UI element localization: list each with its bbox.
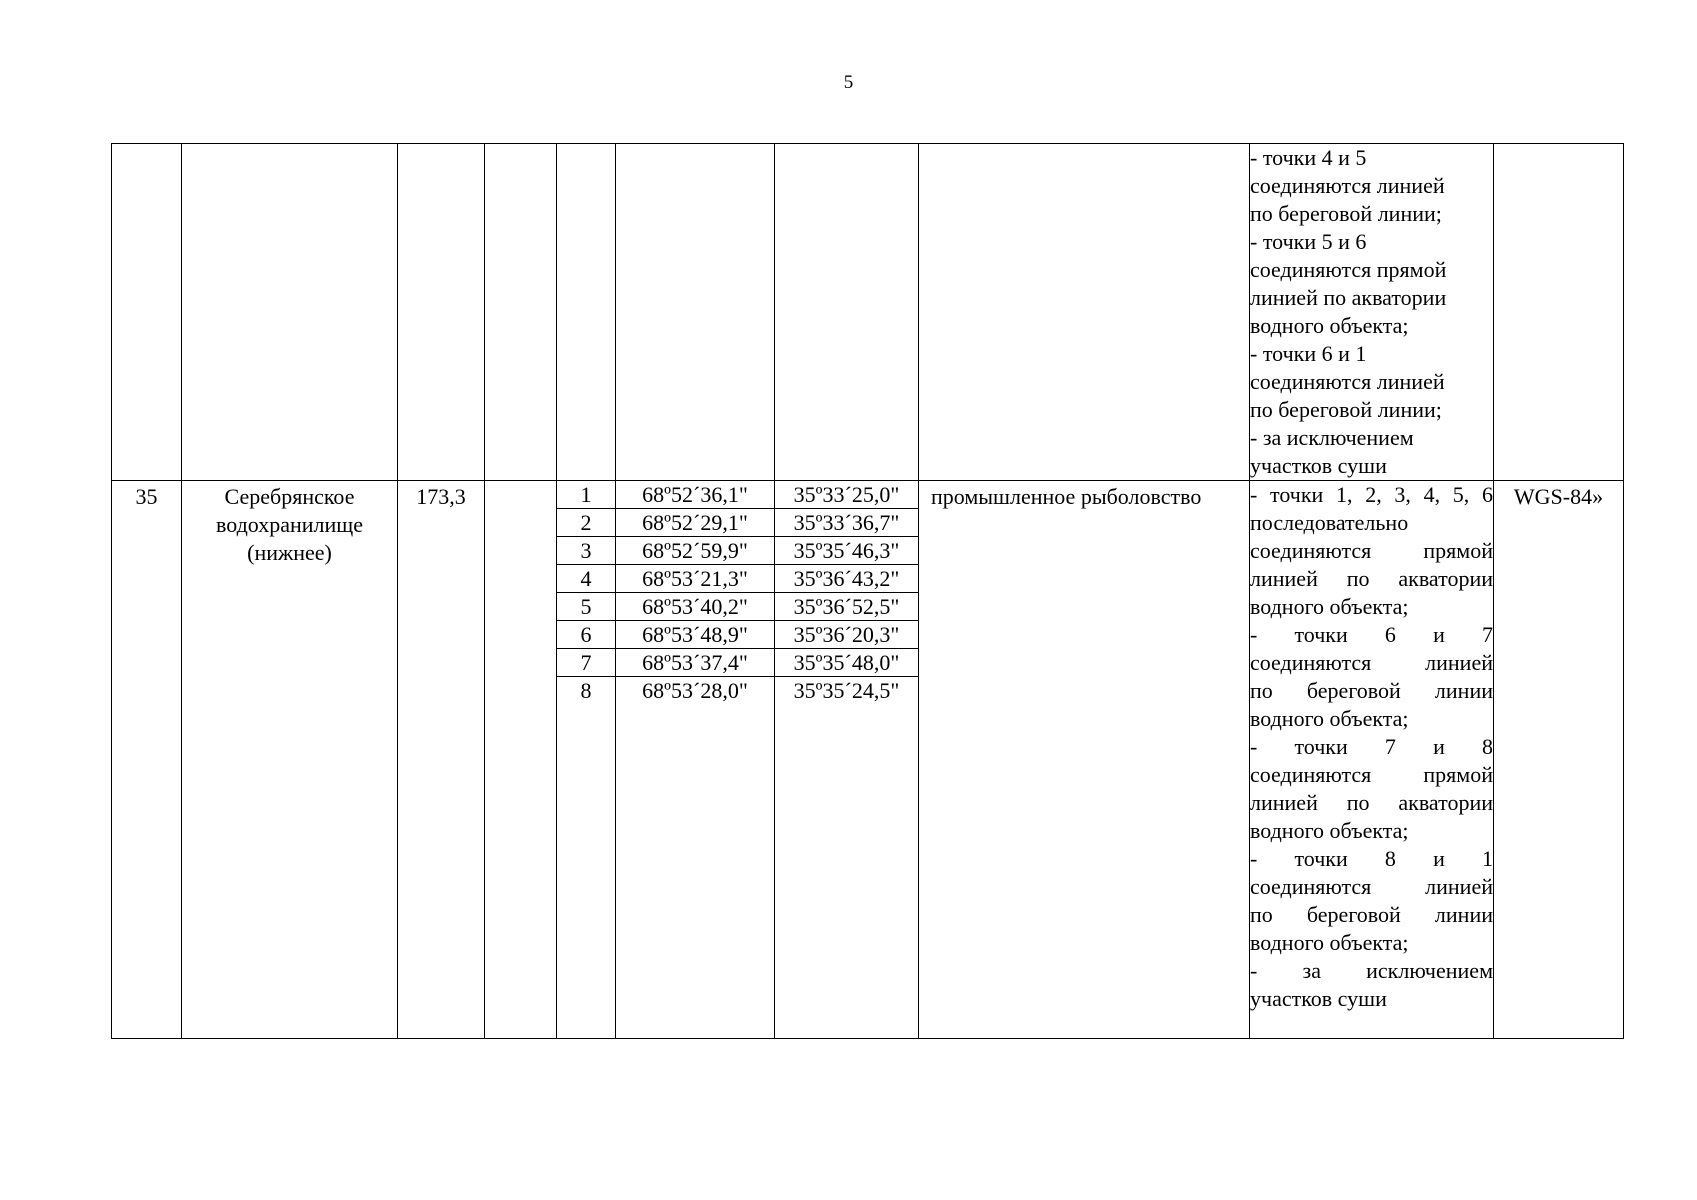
description-line: водного объекта; (1250, 313, 1409, 338)
description-line: по береговой линии (1250, 902, 1493, 927)
longitude-value: 35º36´43,2" (775, 565, 918, 593)
description-line: участков суши (1250, 453, 1387, 478)
cell-point-numbers (557, 481, 616, 1039)
point-number: 6 (557, 621, 615, 649)
description-line: - за исключением (1250, 425, 1414, 450)
fishing-areas-table (111, 143, 1624, 1039)
cell-area (398, 144, 485, 481)
area-value: 173,3 (416, 484, 466, 509)
description-line: линией по акватории (1250, 285, 1447, 310)
description-line: последовательно (1250, 510, 1409, 535)
description-line: линией по акватории (1250, 790, 1493, 815)
latitude-value: 68º53´28,0" (642, 678, 748, 703)
longitude-value: 35º35´48,0" (775, 649, 918, 677)
longitude-value: 35º33´25,0" (775, 481, 918, 509)
point-number: 1 (557, 481, 615, 509)
coordinate-system-value: WGS-84» (1513, 484, 1604, 509)
use-type-value: промышленное рыболовство (931, 484, 1202, 509)
cell-name (182, 144, 398, 481)
description-line: - точки 8 и 1 (1250, 846, 1493, 871)
point-number: 4 (557, 565, 615, 593)
latitude-value: 68º53´37,4" (616, 649, 774, 677)
table-row-entry-35 (112, 481, 1624, 1039)
latitude-value: 68º52´29,1" (616, 509, 774, 537)
description-line: по береговой линии; (1250, 201, 1442, 226)
point-number: 5 (557, 593, 615, 621)
water-body-name-line: Серебрянское (224, 484, 355, 509)
description-line: - точки 7 и 8 (1250, 734, 1493, 759)
cell-empty (485, 481, 557, 1039)
point-number: 7 (557, 649, 615, 677)
longitude-value: 35º35´46,3" (775, 537, 918, 565)
description-line: соединяются линией (1250, 874, 1493, 899)
cell-latitude (616, 144, 775, 481)
cell-coordinate-system (1494, 144, 1624, 481)
description-line: - точки 6 и 1 (1250, 341, 1367, 366)
description-line: водного объекта; (1250, 594, 1409, 619)
latitude-value: 68º53´48,9" (616, 621, 774, 649)
cell-name (182, 481, 398, 1039)
description-line: соединяются прямой (1250, 762, 1493, 787)
cell-use-type (919, 481, 1250, 1039)
cell-number (112, 144, 182, 481)
cell-coordinate-system (1494, 481, 1624, 1039)
description-line: - точки 5 и 6 (1250, 229, 1367, 254)
cell-point-numbers (557, 144, 616, 481)
point-number: 8 (580, 678, 592, 703)
description-line: - точки 1, 2, 3, 4, 5, 6 (1250, 482, 1493, 507)
longitude-value: 35º33´36,7" (775, 509, 918, 537)
latitude-value: 68º52´36,1" (616, 481, 774, 509)
description-line: - точки 4 и 5 (1250, 145, 1367, 170)
cell-empty (485, 144, 557, 481)
description-line: по береговой линии (1250, 678, 1493, 703)
description-line: соединяются линией (1250, 173, 1445, 198)
cell-area (398, 481, 485, 1039)
description-line: по береговой линии; (1250, 397, 1442, 422)
entry-number: 35 (135, 484, 158, 509)
description-line: водного объекта; (1250, 930, 1409, 955)
description-line: - точки 6 и 7 (1250, 622, 1493, 647)
longitude-value: 35º35´24,5" (793, 678, 900, 703)
cell-latitude (616, 481, 775, 1039)
latitude-value: 68º53´40,2" (616, 593, 774, 621)
longitude-value: 35º36´52,5" (775, 593, 918, 621)
water-body-name-line: (нижнее) (247, 540, 332, 565)
page-number: 5 (843, 72, 854, 93)
cell-longitude (775, 481, 919, 1039)
latitude-value: 68º52´59,9" (616, 537, 774, 565)
description-line: водного объекта; (1250, 818, 1409, 843)
description-line: соединяются линией (1250, 650, 1493, 675)
description-line: участков суши (1250, 986, 1387, 1011)
cell-boundary-description (1250, 481, 1494, 1039)
point-number: 2 (557, 509, 615, 537)
point-number: 3 (557, 537, 615, 565)
cell-boundary-description (1250, 144, 1494, 481)
description-line: соединяются прямой (1250, 538, 1493, 563)
cell-longitude (775, 144, 919, 481)
longitude-value: 35º36´20,3" (775, 621, 918, 649)
description-line: линией по акватории (1250, 566, 1493, 591)
description-line: - за исключением (1250, 958, 1493, 983)
latitude-value: 68º53´21,3" (616, 565, 774, 593)
cell-number (112, 481, 182, 1039)
water-body-name-line: водохранилище (215, 512, 364, 537)
description-line: соединяются прямой (1250, 257, 1447, 282)
table-row-continuation (112, 144, 1624, 481)
description-line: водного объекта; (1250, 706, 1409, 731)
cell-use-type (919, 144, 1250, 481)
description-line: соединяются линией (1250, 369, 1445, 394)
